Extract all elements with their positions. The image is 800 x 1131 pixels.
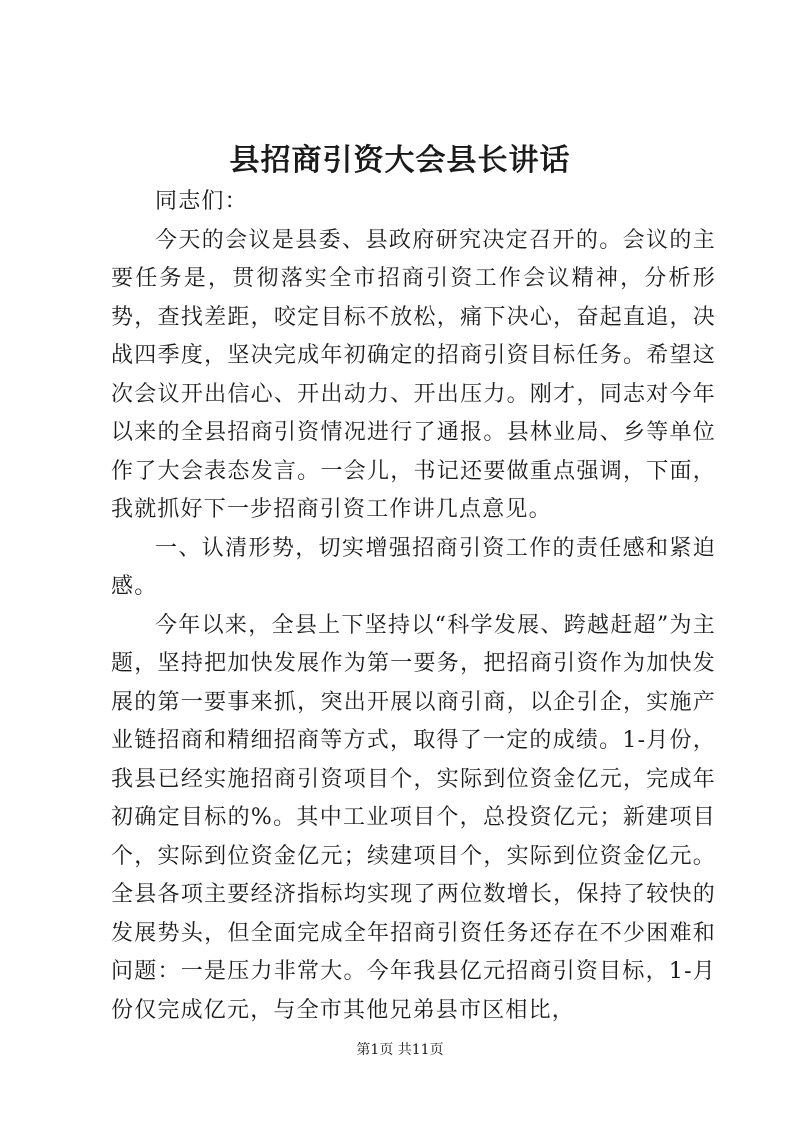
section-heading: 一、认清形势，切实增强招商引资工作的责任感和紧迫感。 <box>111 535 716 599</box>
salutation-paragraph: 同志们： <box>155 189 248 214</box>
body-paragraph: 今年以来，全县上下坚持以“科学发展、跨越赶超”为主题，坚持把加快发展作为第一要务，把招商引资作为加快发展的第一要事来抓，突出开展以商引商，以企引企，实施产业链招商和精细招商等方式，取得了一定的成绩。1-月份，我县已经实施招商引资项目个，实际到位资金亿元，完成年初确定目标的%。其中工业项目个，总投资亿元；新建项目个，实际到位资金亿元；续建项目个，实际到位资金亿元。全县各项主要经济指标均实现了两位数增长，保持了较快的发展势头，但全面完成全年招商引资任务还存在不少困难和问题：一是压力非常大。今年我县亿元招商引资目标，1-月份仅完成亿元，与全市其他兄弟县市区相比， <box>111 612 716 1023</box>
document-body <box>111 183 716 1030</box>
document-title: 县招商引资大会县长讲话 <box>229 143 571 178</box>
page-number-footer: 第1页 共11页 <box>356 1042 444 1058</box>
intro-paragraph: 今天的会议是县委、县政府研究决定召开的。会议的主要任务是，贯彻落实全市招商引资工作会议精神，分析形势，查找差距，咬定目标不放松，痛下决心，奋起直追，决战四季度，坚决完成年初确定的招商引资目标任务。希望这次会议开出信心、开出动力、开出压力。刚才，同志对今年以来的全县招商引资情况进行了通报。县林业局、乡等单位作了大会表态发言。一会儿，书记还要做重点强调，下面，我就抓好下一步招商引资工作讲几点意见。 <box>111 227 716 522</box>
